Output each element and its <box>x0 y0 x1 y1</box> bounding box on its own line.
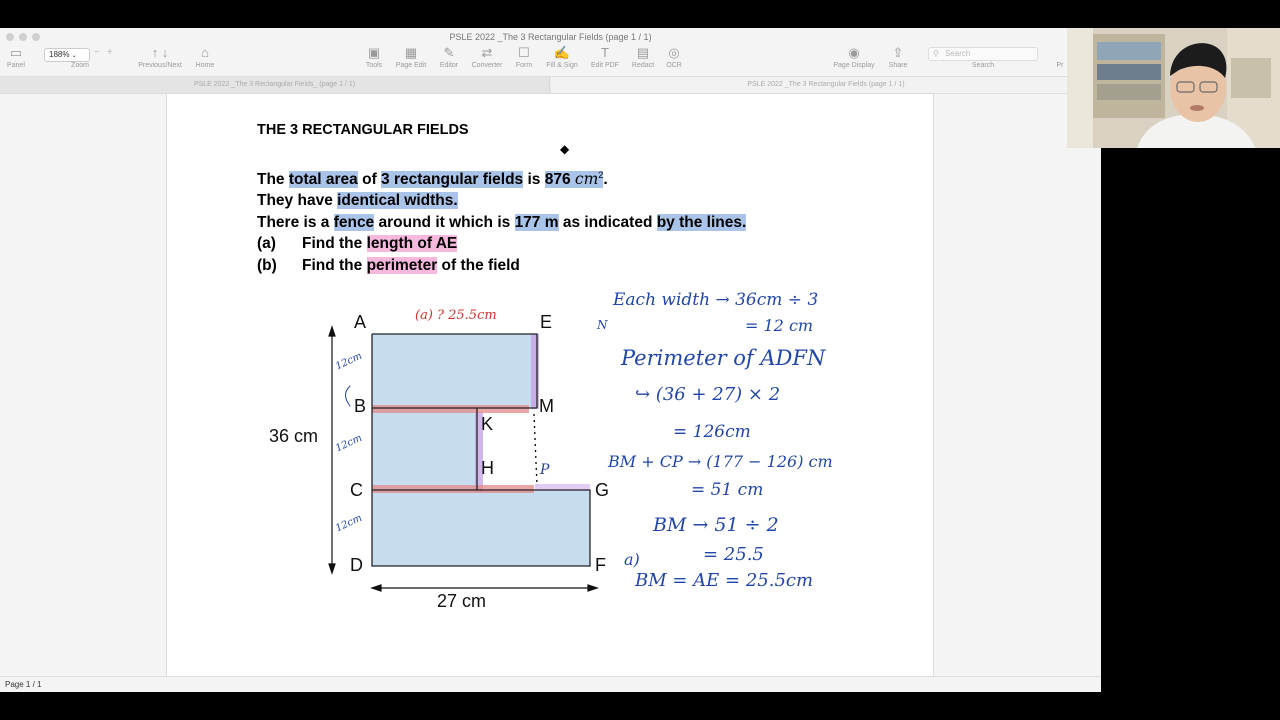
handwritten-n: N <box>597 318 608 332</box>
search-input[interactable]: ⚲ Search <box>928 47 1038 61</box>
panel-icon: ▭ <box>9 45 23 60</box>
vertex-c: C <box>350 480 363 500</box>
convert-icon: ⇄ <box>481 45 493 60</box>
eraser-cursor-icon: ◆ <box>560 142 570 156</box>
form-button[interactable]: ☐ Form <box>494 44 554 69</box>
search-label: Search <box>971 62 995 69</box>
vertex-h: H <box>481 458 494 478</box>
panel-button[interactable]: ▭ Panel <box>0 44 46 69</box>
question-line-1: The total area of 3 rectangular fields is 876 $cm^2$. <box>257 170 608 189</box>
working-bm-result: = 25.5 <box>703 544 764 565</box>
status-bar <box>0 676 1101 692</box>
form-icon: ☐ <box>518 45 530 60</box>
working-width-result: = 12 cm <box>745 316 814 335</box>
pencil-icon: ✎ <box>443 45 455 60</box>
previous-next-button[interactable]: ↑ ↓ Previous/Next <box>130 44 190 69</box>
ocr-button[interactable]: ◎ OCR <box>644 44 704 69</box>
fence-highlight-cp <box>372 485 534 493</box>
dotted-line-mp <box>534 414 537 486</box>
chevron-down-icon: ⌄ <box>71 53 77 59</box>
handwritten-ae-note: (a) ? 25.5cm <box>415 308 497 323</box>
document-viewport[interactable] <box>0 94 1101 676</box>
working-perimeter-title: Perimeter of ADFN <box>621 346 826 370</box>
zoom-out-button[interactable]: − <box>94 47 100 58</box>
minimize-window-button[interactable] <box>19 33 27 41</box>
close-window-button[interactable] <box>6 33 14 41</box>
arrow-right-icon <box>588 585 597 591</box>
handwritten-side-3: 12cm <box>333 512 364 535</box>
question-line-2: They have identical widths. <box>257 192 458 209</box>
arrow-left-icon <box>372 585 381 591</box>
arrow-up-down-icon: ↑ ↓ <box>151 45 169 60</box>
share-button[interactable]: ⇪ Share <box>868 44 928 69</box>
redact-icon: ▤ <box>636 45 650 60</box>
working-a-mark: a) <box>624 550 640 569</box>
toolbox-icon: ▣ <box>367 45 381 60</box>
print-button[interactable]: Pr <box>1056 62 1064 69</box>
converter-button[interactable]: ⇄ Converter <box>457 44 517 69</box>
fence-highlight-em <box>531 334 539 409</box>
text-icon: T <box>601 45 609 60</box>
page-display-button[interactable]: ◉ Page Display <box>824 44 884 69</box>
fence-highlight-bm <box>372 405 529 413</box>
tab-document-left[interactable]: PSLE 2022 _The 3 Rectangular Fields_ (page 1 / 1) <box>0 77 550 93</box>
side-brace-1 <box>346 386 351 406</box>
working-perimeter-result: = 126cm <box>673 422 751 442</box>
question-b-label: (b) <box>257 257 277 274</box>
eye-icon: ◉ <box>848 45 860 60</box>
home-icon: ⌂ <box>201 45 209 60</box>
vertex-f: F <box>595 555 606 575</box>
zoom-label: Zoom <box>71 62 89 69</box>
zoom-window-button[interactable] <box>32 33 40 41</box>
handwritten-p: P <box>540 462 550 478</box>
editor-button[interactable]: ✎ Editor <box>419 44 479 69</box>
vertex-d: D <box>350 555 363 575</box>
vertex-k: K <box>481 414 494 434</box>
signature-icon: ✍ <box>553 45 571 60</box>
question-line-3: There is a fence around it which is 177 m as indicated by the lines. <box>257 214 747 231</box>
question-a: Find the length of AE <box>302 235 458 252</box>
working-bm: BM → 51 ÷ 2 <box>653 514 779 536</box>
page-indicator: Page 1 / 1 <box>5 680 42 689</box>
working-each-width: Each width → 36cm ÷ 3 <box>613 290 819 310</box>
handwritten-side-1: 12cm <box>333 350 364 373</box>
question-b: Find the perimeter of the field <box>302 257 520 274</box>
pdf-page <box>166 94 934 678</box>
webcam-overlay <box>1067 28 1280 148</box>
height-label: 36 cm <box>269 426 319 446</box>
pdf-app-window <box>0 28 1101 692</box>
vertex-b: B <box>354 396 367 416</box>
share-icon: ⇪ <box>892 45 904 60</box>
toolbar <box>0 44 1101 78</box>
ocr-icon: ◎ <box>668 45 680 60</box>
working-perimeter-expr: ↪ (36 + 27) × 2 <box>635 384 781 405</box>
tools-button[interactable]: ▣ Tools <box>344 44 404 69</box>
tab-bar <box>0 76 1101 94</box>
handwritten-side-2: 12cm <box>333 432 364 455</box>
presenter-video-image <box>1067 28 1280 148</box>
arrow-up-icon <box>329 327 335 336</box>
edit-pdf-button[interactable]: T Edit PDF <box>575 44 635 69</box>
vertex-a: A <box>354 312 367 332</box>
vertex-m: M <box>539 396 554 416</box>
tab-document-right[interactable]: PSLE 2022 _The 3 Rectangular Fields (page 1 / 1) <box>551 77 1101 93</box>
fill-sign-button[interactable]: ✍ Fill & Sign <box>532 44 592 69</box>
field-diagram <box>167 94 935 678</box>
grid-icon: ▦ <box>404 45 418 60</box>
arrow-down-icon <box>329 564 335 573</box>
search-icon: ⚲ <box>933 49 939 58</box>
redact-button[interactable]: ▤ Redact <box>613 44 673 69</box>
zoom-select[interactable]: 188% ⌄ <box>44 48 90 62</box>
page-edit-button[interactable]: ▦ Page Edit <box>381 44 441 69</box>
vertex-g: G <box>595 480 610 500</box>
window-title: PSLE 2022 _The 3 Rectangular Fields (page 1 / 1) <box>449 32 652 42</box>
width-label: 27 cm <box>437 591 487 611</box>
question-a-label: (a) <box>257 235 276 252</box>
vertex-e: E <box>540 312 553 332</box>
page-title: THE 3 RECTANGULAR FIELDS <box>257 122 469 138</box>
zoom-in-button[interactable]: + <box>107 47 113 58</box>
working-bm-cp-result: = 51 cm <box>691 480 764 500</box>
home-button[interactable]: ⌂ Home <box>175 44 235 69</box>
working-bm-cp: BM + CP → (177 − 126) cm <box>608 452 833 471</box>
working-answer: BM = AE = 25.5cm <box>635 570 814 591</box>
